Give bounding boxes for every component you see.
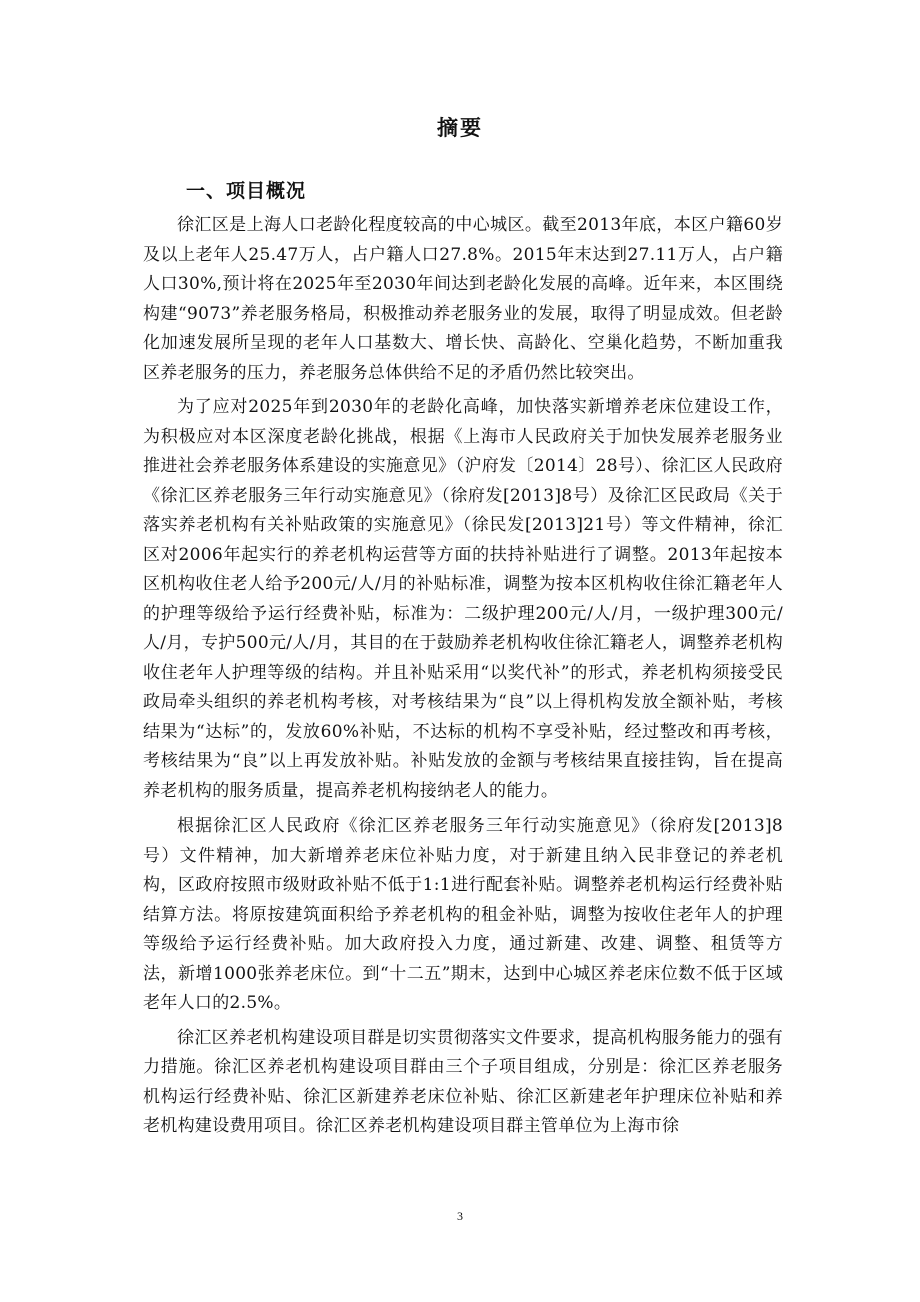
paragraph: 徐汇区是上海人口老龄化程度较高的中心城区。截至2013年底，本区户籍60岁及以上老年人25.47万人，占户籍人口27.8%。2015年末达到27.11万人，占户籍人口30%,预计将在2025年至2030年间达到老龄化发展的高峰。近年来，本区围绕构建“9073”养老服务格局，积极推动养老服务业的发展，取得了明显成效。但老龄化加速发展所呈现的老年人口基数大、增长快、高龄化、空巢化趋势，不断加重我区养老服务的压力，养老服务总体供给不足的矛盾仍然比较突出。: [143, 215, 783, 383]
paragraph: 徐汇区养老机构建设项目群是切实贯彻落实文件要求，提高机构服务能力的强有力措施。徐汇区养老机构建设项目群由三个子项目组成，分别是：徐汇区养老服务机构运行经费补贴、徐汇区新建养老床位补贴、徐汇区新建老年护理床位补贴和养老机构建设费用项目。徐汇区养老机构建设项目群主管单位为上海市徐: [143, 1027, 783, 1136]
paragraph: 根据徐汇区人民政府《徐汇区养老服务三年行动实施意见》（徐府发[2013]8号）文件精神，加大新增养老床位补贴力度，对于新建且纳入民非登记的养老机构，区政府按照市级财政补贴不低于1:1进行配套补贴。调整养老机构运行经费补贴结算方法。将原按建筑面积给予养老机构的租金补贴，调整为按收住老年人的护理等级给予运行经费补贴。加大政府投入力度，通过新建、改建、调整、租赁等方法，新增1000张养老床位。到“十二五”期末，达到中心城区养老床位数不低于区域老年人口的2.5%。: [143, 816, 783, 1013]
page-number: 3: [457, 1209, 463, 1223]
section-heading: 一、项目概况: [186, 180, 307, 202]
body-text: [143, 211, 783, 1147]
page-title: 摘要: [437, 115, 483, 140]
paragraph: 为了应对2025年到2030年的老龄化高峰，加快落实新增养老床位建设工作，为积极应对本区深度老龄化挑战，根据《上海市人民政府关于加快发展养老服务业推进社会养老服务体系建设的实施意见》（沪府发〔2014〕28号）、徐汇区人民政府《徐汇区养老服务三年行动实施意见》（徐府发[2013]8号）及徐汇区民政局《关于落实养老机构有关补贴政策的实施意见》（徐民发[2013]21号）等文件精神，徐汇区对2006年起实行的养老机构运营等方面的扶持补贴进行了调整。2013年起按本区机构收住老人给予200元/人/月的补贴标准，调整为按本区机构收住徐汇籍老年人的护理等级给予运行经费补贴，标准为：二级护理200元/人/月，一级护理300元/人/月，专护500元/人/月，其目的在于鼓励养老机构收住徐汇籍老人，调整养老机构收住老年人护理等级的结构。并且补贴采用“以奖代补”的形式，养老机构须接受民政局牵头组织的养老机构考核，对考核结果为“良”以上得机构发放全额补贴，考核结果为“达标”的，发放60%补贴，不达标的机构不享受补贴，经过整改和再考核，考核结果为“良”以上再发放补贴。补贴发放的金额与考核结果直接挂钩，旨在提高养老机构的服务质量，提高养老机构接纳老人的能力。: [143, 397, 783, 801]
